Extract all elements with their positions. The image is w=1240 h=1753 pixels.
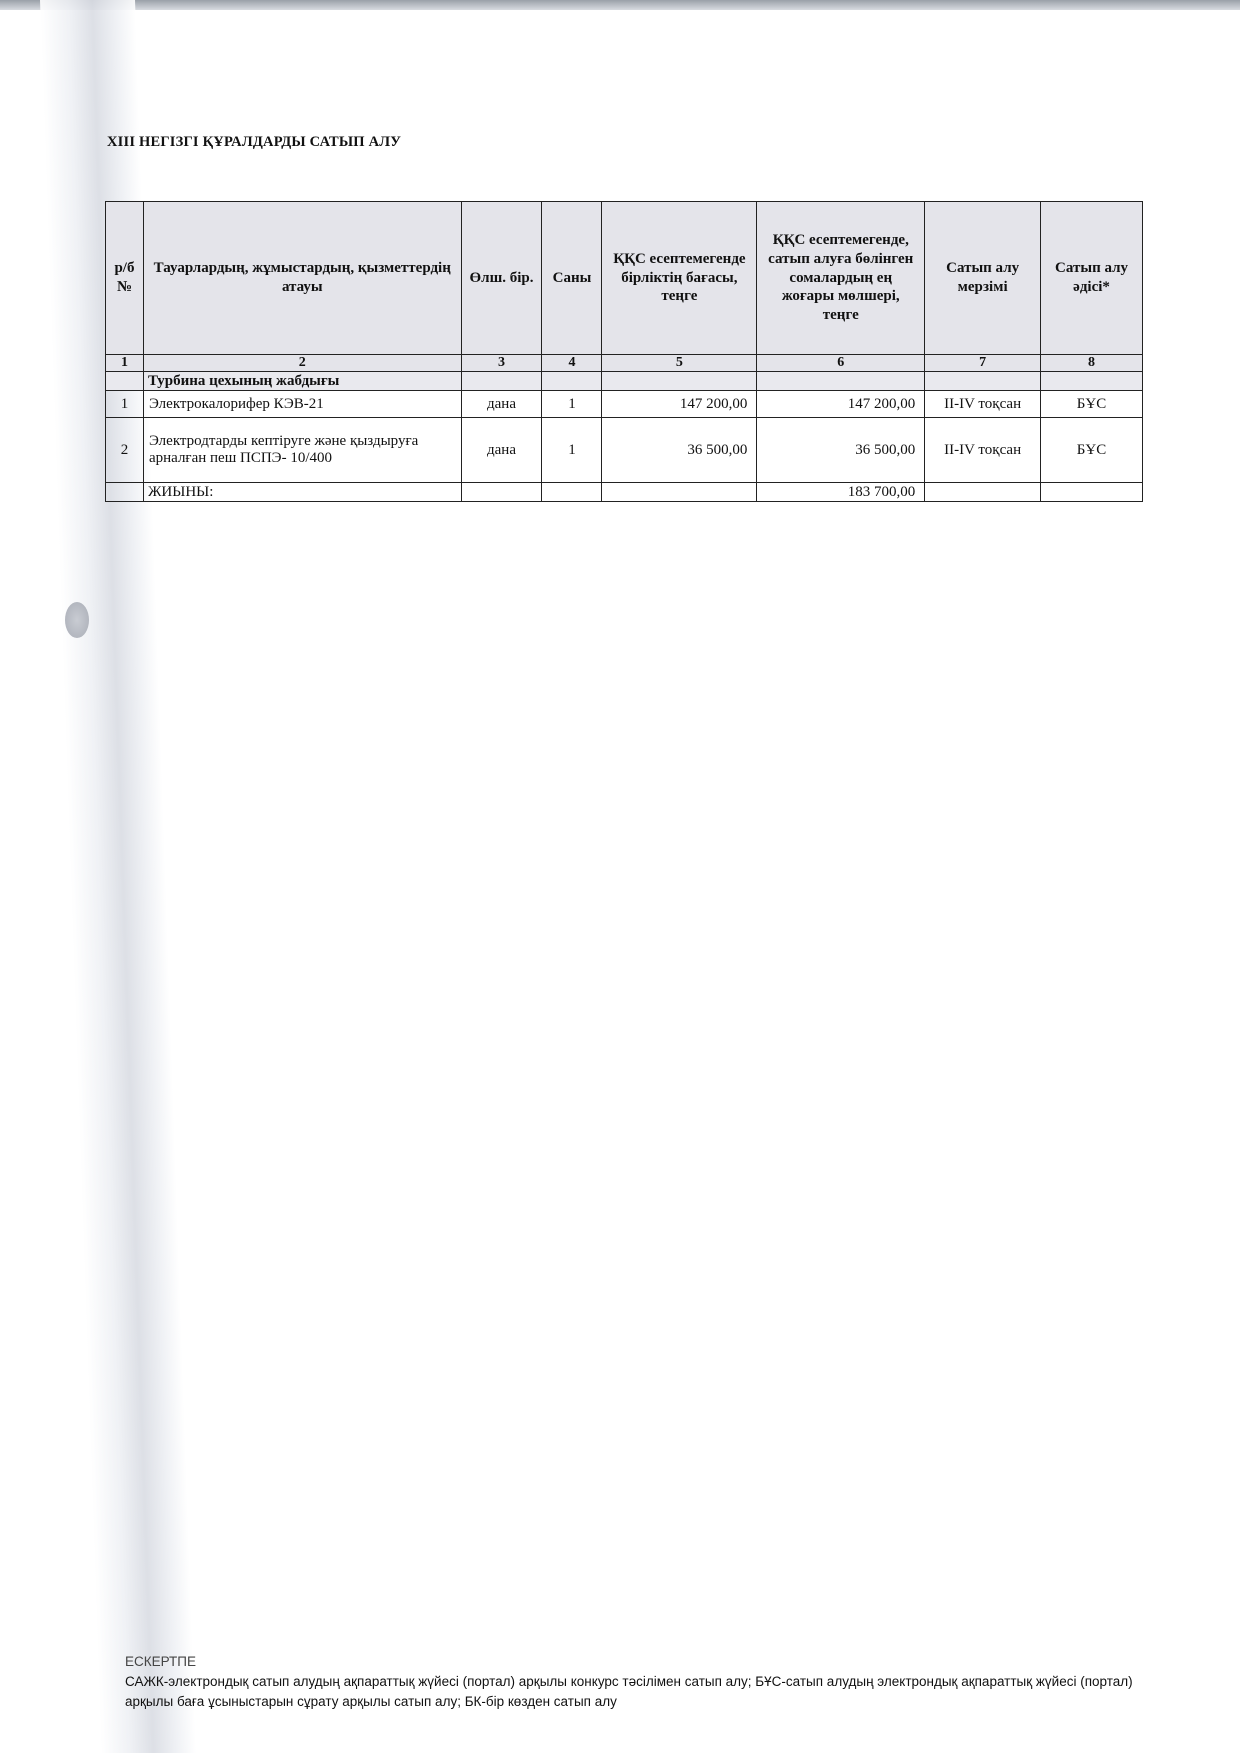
punch-hole	[65, 602, 89, 638]
column-number: 8	[1041, 355, 1143, 372]
item-method: БҰС	[1041, 418, 1143, 483]
column-number: 4	[542, 355, 602, 372]
procurement-table	[105, 201, 1143, 502]
row-number: 1	[106, 391, 144, 418]
item-name: Электродтарды кептіруге және қыздыруға арналған пеш ПСПЭ- 10/400	[143, 418, 461, 483]
item-unit-price: 36 500,00	[602, 418, 757, 483]
header-cell: ҚҚС есептемегенде, сатып алуға бөлінген сомалардың ең жоғары мөлшері, теңге	[757, 202, 925, 355]
item-unit: дана	[461, 418, 542, 483]
section-title: XIII НЕГІЗГІ ҚҰРАЛДАРДЫ САТЫП АЛУ	[107, 134, 402, 150]
item-quantity: 1	[542, 418, 602, 483]
header-cell: Саны	[542, 202, 602, 355]
column-number: 6	[757, 355, 925, 372]
header-cell: Сатып алу мерзімі	[925, 202, 1041, 355]
group-row	[106, 372, 1143, 391]
header-cell: Тауарлардың, жұмыстардың, қызметтердің атауы	[143, 202, 461, 355]
item-unit: дана	[461, 391, 542, 418]
item-method: БҰС	[1041, 391, 1143, 418]
table-row	[106, 391, 1143, 418]
footnote-title: ЕСКЕРТПЕ	[125, 1654, 196, 1669]
footnote	[125, 1652, 1135, 1712]
column-number: 1	[106, 355, 144, 372]
column-number: 7	[925, 355, 1041, 372]
item-period: II-IV тоқсан	[925, 418, 1041, 483]
total-label: ЖИЫНЫ:	[143, 483, 461, 502]
group-name: Турбина цехының жабдығы	[143, 372, 461, 391]
column-number: 3	[461, 355, 542, 372]
footnote-text: САЖК-электрондық сатып алудың ақпараттық жүйесі (портал) арқылы конкурс тәсілімен сатып алу; БҰС-сатып алудың электрондық ақпараттық жүйесі (портал) арқылы баға ұсыныстарын сұрату арқылы сатып алу; БК-бір көзден сатып алу	[125, 1674, 1133, 1709]
column-number: 2	[143, 355, 461, 372]
header-cell: ҚҚС есептемегенде бірліктің бағасы, теңге	[602, 202, 757, 355]
item-period: II-IV тоқсан	[925, 391, 1041, 418]
header-cell: Сатып алу әдісі*	[1041, 202, 1143, 355]
total-value: 183 700,00	[757, 483, 925, 502]
item-quantity: 1	[542, 391, 602, 418]
row-number: 2	[106, 418, 144, 483]
header-cell: р/б №	[106, 202, 144, 355]
table-row	[106, 418, 1143, 483]
item-unit-price: 147 200,00	[602, 391, 757, 418]
item-name: Электрокалорифер КЭВ-21	[143, 391, 461, 418]
table-header-row	[106, 202, 1143, 355]
scan-top-edge	[0, 0, 1240, 10]
column-number-row	[106, 355, 1143, 372]
column-number: 5	[602, 355, 757, 372]
total-row	[106, 483, 1143, 502]
item-total: 36 500,00	[757, 418, 925, 483]
item-total: 147 200,00	[757, 391, 925, 418]
header-cell: Өлш. бір.	[461, 202, 542, 355]
